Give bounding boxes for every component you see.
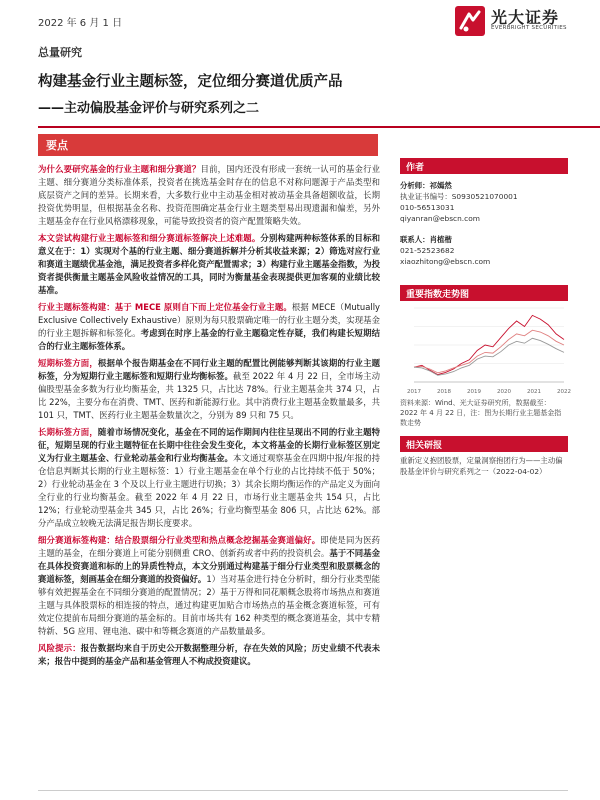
author-heading: 作者 [400,158,568,174]
series-line-1 [414,330,564,373]
index-line-chart [400,304,571,396]
x-tick-label: 2019 [467,389,481,395]
related-heading: 相关研报 [400,436,568,452]
paragraph-sub-track [38,534,380,638]
paragraph-industry-label [38,301,380,353]
chart-heading: 重要指数走势图 [400,285,568,301]
main-summary [38,163,380,672]
analyst-cert: 执业证书编号：S0930521070001 [400,192,518,201]
paragraph-heading: 长期标签方面， [38,427,98,437]
paragraph-text: 1）当对基金进行持仓分析时，细分行业类型能够有效把握基金在不同细分赛道的配置情况；2）基于万得和同花顺概念股将市场热点和赛道主题与具体股票标的相连接的特点，通过构建更加贴合市场热点的基金概念赛道标签，可有效定位提前布局细分赛道的基金标的。目前市场共有 162 种类型的概念赛道基金，其中专精特新、5G 应用、锂电池、碳中和等概念赛道的产品数量最多。 [38,574,381,636]
summary-label: 要点 [46,139,68,152]
company-logo [455,4,590,38]
analyst-email: qiyanran@ebscn.com [400,214,480,223]
summary-banner [38,134,378,156]
paragraph-heading: 本文尝试构建行业主题标签和细分赛道标签解决上述难题。 [38,233,261,243]
x-tick-label: 2022 [557,389,571,395]
paragraph-bold-text: 随着市场情况变化，基金在不同的运作期间内往往呈现出不同的行业主题特征，短期呈现的行业主题特征在长期中往往会发生变化，本文将基金的长期行业标签区别定义为行业主题基金、行业轮动基金和行业均衡基金。 [38,427,381,463]
paragraph-long-term [38,426,380,530]
paragraph-heading: 风险提示： [38,643,81,653]
paragraph-text: 根据 MECE（Mutually Exclusive Collectively Exhaustive）原则为每只股票确定唯一的行业主题分类，实现基金的行业主题拆解和标签化。 [38,302,380,338]
paragraph-bold-text: 报告数据均来自于历史公开数据整理分析，存在失效的风险；历史业绩不代表未来；报告中提到的基金产品和基金管理人不构成投资建议。 [38,643,381,666]
paragraph-risk [38,642,380,668]
paragraph-heading: 行业主题标签构建：基于 MECE 原则自下而上定位基金行业主题。 [38,302,292,312]
paragraph-text: 本文通过观察基金在四期中报/年报的持仓信息判断其长期的行业主题标签：1）行业主题基金在单个行业的占比持续不低于 50%；2）行业轮动基金在 3 个及以上行业主题进行切换；3）其余长期均衡运作的产品定义为面向全行业的行业均衡基金。截至 2022 年 4 月 22 日，市场行业主题基金共 154 只，占比 12%；行业轮动型基金共 345 只，占比 26%；行业均衡型基金 806 只，占比达 62%。部分产品成立较晚无法满足报告期长度要求。 [38,453,380,528]
x-tick-label: 2020 [497,389,511,395]
paragraph-text: 分别构建两种标签体系的目标和意义在于：1）实现对个基的行业主题、细分赛道拆解并分析其收益来源；2）筛选对应行业和赛道主题绩优基金池，满足投资者多样化资产配置需求；3）构建行业主题基金指数，为投资者提供衡量主题基金风险收益情况的工具，同时为衡量基金表现提供更加客观的业绩比较基准。 [38,233,381,295]
paragraph-short-term [38,357,380,422]
footer-divider [38,790,568,791]
paragraph-approach [38,232,380,297]
analyst-phone: 010-56513031 [400,203,455,212]
paragraph-bold-text: 考虑到在时序上基金的行业主题稳定性存疑，我们构建长短期结合的行业主题标签体系。 [38,328,381,351]
related-reports-panel [400,436,568,477]
report-subtitle: ——主动偏股基金评价与研究系列之二 [38,101,260,116]
paragraph-bold-text: 基于不同基金在具体投资赛道和标的上的异质性特点，本文分别通过构建基于细分行业类型和股票概念的赛道标签，刻画基金在细分赛道的投资偏好。 [38,548,381,584]
index-chart-panel [400,285,571,428]
x-tick-label: 2021 [527,389,541,395]
logo-chinese-name: 光大证券 [491,8,560,27]
paragraph-text: 截至 2022 年 4 月 22 日，全市场主动偏股型基金多数为行业均衡基金，共 1325 只，占比达 78%。行业主题基金共 374 只，占比 22%，主要分布在消费、TMT、医药和新能源行业。其中消费行业主题基金数量最多，共 101 只，TMT、医药行业主题基金数量次之，分别为 89 只和 75 只。 [38,371,380,420]
x-tick-label: 2018 [437,389,451,395]
contact-name: 联系人：肖植楷 [400,235,452,244]
paragraph-bold-text: 根据单个报告期基金在不同行业主题的配置比例能够判断其该期的行业主题标签，分为短期行业主题标签和短期行业均衡标签。 [38,358,381,381]
everbright-logo-icon [455,6,485,36]
contact-phone: 021-52523682 [400,246,455,255]
author-panel [400,158,568,267]
contact-email: xiaozhitong@ebscn.com [400,257,491,266]
series-line-2 [414,338,564,375]
paragraph-why [38,163,380,228]
paragraph-heading: 短期标签方面， [38,358,98,368]
chart-source-note: 资料来源：Wind、光大证券研究所，数据截至：2022 年 4 月 22 日，注：图为长期行业主题基金指数走势 [400,399,562,427]
paragraph-text: 目前，国内还没有形成一套统一认可的基金行业主题、细分赛道分类标准体系，投资者在挑选基金时存在的信息不对称问题源于产品类型和底层资产之间的差异。长期来看，大多数行业中主动基金相对被动基金具备超额收益，长期投资优势明显，但根据基金名称、投资范围确定基金行业主题类型易出现遗漏和偏差，另外主题基金存在行业风格漂移现象，可能导致投资者的资产配置策略失效。 [38,164,381,226]
report-title: 构建基金行业主题标签，定位细分赛道优质产品 [38,74,343,90]
paragraph-heading: 细分赛道标签构建：结合股票细分行业类型和热点概念挖掘基金赛道偏好。 [38,535,321,545]
analyst-name: 分析师：祁嫣然 [400,181,452,190]
related-report-link[interactable]: 重新定义抱团股票，定量洞察抱团行为——主动偏股基金评价与研究系列之一（2022-04-02） [400,456,563,476]
report-date: 2022 年 6 月 1 日 [38,18,123,29]
report-category: 总量研究 [38,46,82,59]
logo-english-name: EVERBRIGHT SECURITIES [491,25,567,31]
header-divider [38,126,600,128]
x-tick-label: 2017 [407,389,421,395]
paragraph-heading: 为什么要研究基金的行业主题和细分赛道？ [38,164,201,174]
paragraph-text: 即使是同为医药主题的基金，在细分赛道上可能分别侧重 CRO、创新药或者中药的投资机会。 [38,535,380,558]
